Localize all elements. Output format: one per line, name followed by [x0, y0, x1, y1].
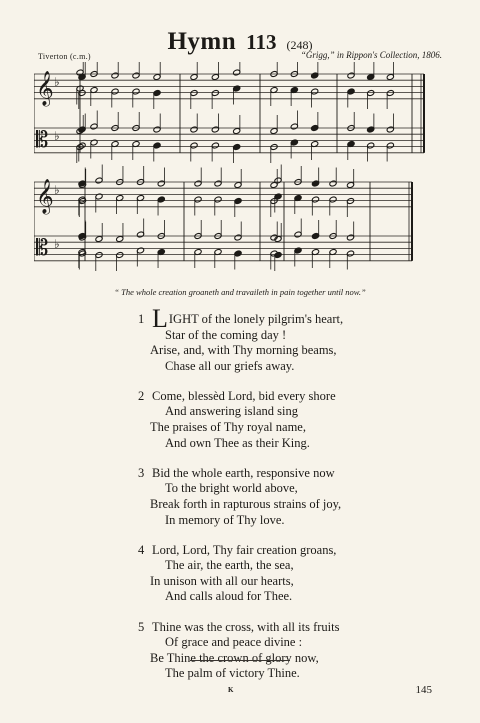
c-clef-icon: 𝄡	[36, 128, 49, 153]
verse-line: In unison with all our hearts,	[150, 573, 294, 588]
flat-icon: ♭	[54, 75, 60, 89]
c-clef-icon: 𝄡	[36, 236, 49, 261]
flat-icon: ♭	[54, 129, 60, 143]
hymn-alt-number: (248)	[286, 38, 313, 52]
verse-line: The praises of Thy royal name,	[150, 420, 306, 435]
tune-name: Tiverton (c.m.)	[38, 52, 91, 61]
signature-mark: K	[228, 686, 234, 694]
verse-line: Thine was the cross, with all its fruits	[152, 619, 340, 634]
verse-number: 3	[138, 465, 145, 480]
verse-line: The palm of victory Thine.	[165, 666, 300, 681]
musical-score	[34, 62, 446, 274]
hymn-number: 113	[246, 30, 277, 54]
verse-line: To the bright world above,	[165, 481, 298, 496]
verse-line: IGHT of the lonely pilgrim's heart,	[168, 312, 344, 326]
flat-icon: ♭	[54, 237, 60, 251]
verse-line: Arise, and, with Thy morning beams,	[150, 343, 337, 358]
verse-line: In memory of Thy love.	[165, 512, 285, 527]
hymn-verses	[138, 304, 438, 696]
treble-clef-icon: 𝄞	[36, 71, 54, 106]
drop-cap: L	[152, 304, 168, 333]
verse-line: And calls aloud for Thee.	[165, 589, 293, 604]
end-rule	[190, 660, 290, 661]
verse-line: Chase all our griefs away.	[165, 358, 295, 373]
verse-line: Lord, Lord, Thy fair creation groans,	[152, 542, 337, 557]
flat-icon: ♭	[54, 183, 60, 197]
verse-2	[138, 389, 438, 451]
score-systems	[34, 62, 424, 271]
verse-5	[138, 620, 438, 682]
tune-source: “Grigg,” in Rippon's Collection, 1806.	[300, 50, 442, 60]
scripture-motto: “ The whole creation groaneth and travaileth in pain together until now.”	[114, 287, 366, 297]
verse-number: 5	[138, 619, 145, 634]
verse-line: Be Thine the crown of glory now,	[150, 650, 319, 665]
verse-line: And answering island sing	[165, 404, 298, 419]
verse-line: And own Thee as their King.	[165, 435, 310, 450]
verse-line: Of grace and peace divine :	[165, 635, 303, 650]
verse-line: Break forth in rapturous strains of joy,	[150, 496, 342, 511]
verse-number: 4	[138, 542, 145, 557]
page-number: 145	[415, 684, 432, 696]
verse-line: Star of the coming day !	[165, 327, 287, 342]
verse-line: Bid the whole earth, responsive now	[152, 465, 335, 480]
verse-1	[138, 304, 438, 374]
verse-line: Come, blessèd Lord, bid every shore	[152, 388, 336, 403]
verse-line: The air, the earth, the sea,	[165, 558, 294, 573]
verse-number: 1	[138, 312, 145, 326]
verse-4	[138, 543, 438, 605]
verse-number: 2	[138, 388, 145, 403]
hymn-title-word: Hymn	[167, 28, 237, 55]
treble-clef-icon: 𝄞	[36, 179, 54, 214]
verse-3	[138, 466, 438, 528]
